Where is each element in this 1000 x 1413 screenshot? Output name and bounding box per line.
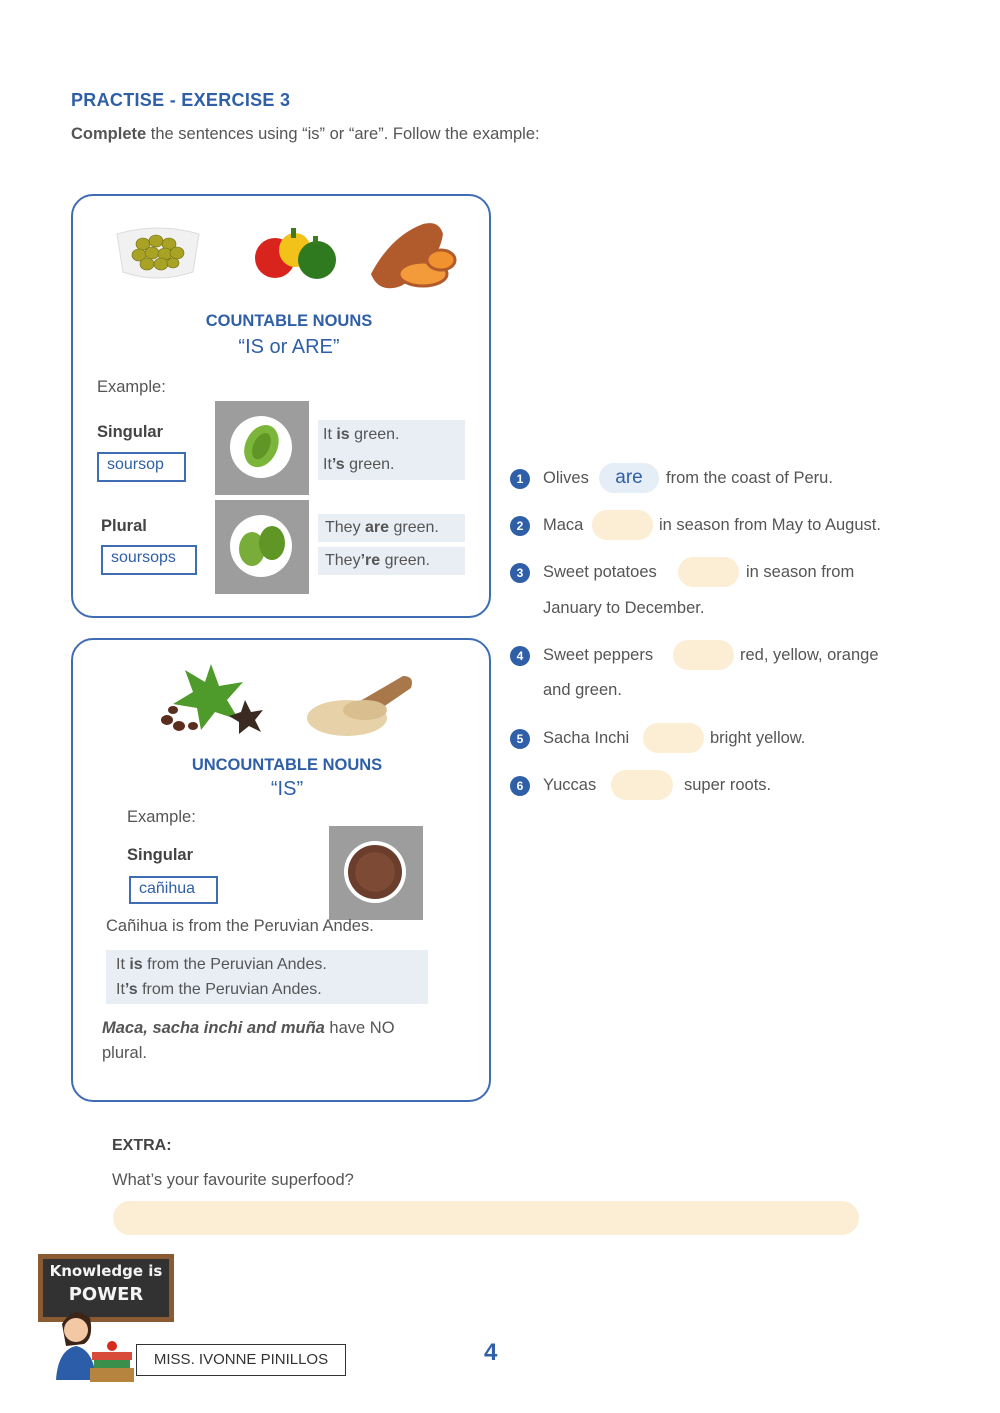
- countable-singular-label: Singular: [97, 423, 164, 441]
- uncountable-sentences-box: [106, 950, 428, 1004]
- question-number: 3: [510, 563, 530, 583]
- u2-post: from the Peruvian Andes.: [137, 981, 322, 998]
- countable-subtitle: “IS or ARE”: [238, 336, 340, 358]
- u1-pre: It: [116, 956, 130, 973]
- answer-blank[interactable]: [611, 770, 673, 800]
- question-text-line2: and green.: [543, 681, 622, 699]
- u1-verb: is: [129, 956, 143, 973]
- uncountable-card: [71, 638, 491, 1102]
- uncountable-note: [102, 1016, 462, 1066]
- soursop-photo: [215, 401, 309, 495]
- p1-verb: are: [365, 519, 390, 536]
- extra-question: What’s your favourite superfood?: [112, 1171, 354, 1189]
- singular-sentence-1: [318, 420, 465, 450]
- sweet-potato-image: [361, 216, 461, 296]
- uncountable-title: UNCOUNTABLE NOUNS: [191, 756, 383, 774]
- uncountable-subtitle: “IS”: [270, 778, 304, 800]
- canihua-circle: [344, 841, 406, 903]
- question-text-before: Yuccas: [543, 776, 597, 794]
- answer-blank[interactable]: [678, 557, 739, 587]
- uncountable-singular-label: Singular: [127, 846, 194, 864]
- uncountable-word: cañihua: [129, 876, 218, 904]
- answer-blank[interactable]: [643, 723, 704, 753]
- teacher-avatar: [44, 1304, 136, 1384]
- singular-sentence-2: [318, 450, 465, 480]
- s2-post: green.: [344, 456, 395, 473]
- peppers-image: [251, 224, 339, 282]
- soursops-circle: [230, 515, 292, 577]
- question-number: 1: [510, 469, 530, 489]
- countable-example-label: Example:: [97, 378, 166, 396]
- board-line-2: POWER: [68, 1284, 144, 1305]
- note-rest: have NO: [324, 1019, 395, 1037]
- note-italic: Maca, sacha inchi and muña: [102, 1019, 325, 1037]
- question-text-before: Olives: [543, 469, 589, 487]
- p1-pre: They: [325, 519, 366, 536]
- question-text-before: Sacha Inchi: [543, 729, 630, 747]
- s1-pre: It: [323, 426, 337, 443]
- question-text-after: in season from May to August.: [659, 516, 881, 534]
- instruction-bold: Complete: [71, 125, 147, 143]
- answer-blank[interactable]: [673, 640, 734, 670]
- answer-blank[interactable]: are: [599, 463, 659, 493]
- question-text-line2: January to December.: [543, 599, 705, 617]
- instruction-rest: the sentences using “is” or “are”. Follow the example:: [146, 125, 540, 143]
- extra-label: EXTRA:: [112, 1137, 172, 1154]
- p2-pre: They: [325, 552, 361, 569]
- question-text-after: super roots.: [684, 776, 772, 794]
- question-text-after: bright yellow.: [710, 729, 806, 747]
- uncountable-sentence: Cañihua is from the Peruvian Andes.: [106, 917, 374, 935]
- u1-post: from the Peruvian Andes.: [142, 956, 327, 973]
- plural-sentence-1: [318, 514, 465, 542]
- question-text-after: in season from: [746, 563, 855, 581]
- s1-post: green.: [349, 426, 400, 443]
- countable-card: [71, 194, 491, 618]
- maca-powder-image: [303, 670, 417, 742]
- question-number: 5: [510, 729, 530, 749]
- canihua-photo: [329, 826, 423, 920]
- question-text-after: from the coast of Peru.: [666, 469, 833, 487]
- olives-image: [111, 222, 205, 284]
- page-title: PRACTISE - EXERCISE 3: [71, 90, 291, 110]
- p1-post: green.: [389, 519, 439, 536]
- countable-title: COUNTABLE NOUNS: [205, 312, 373, 330]
- teacher-name: MISS. IVONNE PINILLOS: [153, 1351, 329, 1368]
- soursop-circle: [230, 416, 292, 478]
- question-number: 2: [510, 516, 530, 536]
- soursops-photo: [215, 500, 309, 594]
- page-number: 4: [484, 1339, 498, 1366]
- extra-answer-field[interactable]: [113, 1201, 859, 1235]
- soursops-icon: [230, 515, 292, 577]
- answer-blank[interactable]: [592, 510, 653, 540]
- countable-plural-word: soursops: [101, 545, 197, 575]
- countable-plural-label: Plural: [101, 517, 147, 535]
- teacher-name-box: [136, 1344, 346, 1376]
- question-number: 6: [510, 776, 530, 796]
- board-line-1: Knowledge is: [49, 1262, 163, 1280]
- u2-pre: It: [116, 981, 125, 998]
- soursop-icon: [230, 416, 292, 478]
- question-text-before: Maca: [543, 516, 584, 534]
- instruction: [71, 125, 540, 144]
- p2-post: green.: [380, 552, 430, 569]
- plural-sentence-2: [318, 547, 465, 575]
- p2-verb: ’re: [360, 552, 381, 569]
- question-text-before: Sweet potatoes: [543, 563, 657, 581]
- question-number: 4: [510, 646, 530, 666]
- s2-pre: It: [323, 456, 332, 473]
- question-text-after: red, yellow, orange: [740, 646, 879, 664]
- sacha-inchi-image: [153, 660, 269, 736]
- u2-verb: ’s: [124, 981, 138, 998]
- uncountable-s1: [116, 952, 418, 977]
- s1-verb: is: [336, 426, 350, 443]
- s2-verb: ’s: [331, 456, 345, 473]
- uncountable-s2: [116, 977, 418, 1002]
- countable-singular-word: soursop: [97, 452, 186, 482]
- note-line2: plural.: [102, 1044, 147, 1062]
- question-text-before: Sweet peppers: [543, 646, 654, 664]
- canihua-icon: [344, 841, 406, 903]
- uncountable-example-label: Example:: [127, 808, 196, 826]
